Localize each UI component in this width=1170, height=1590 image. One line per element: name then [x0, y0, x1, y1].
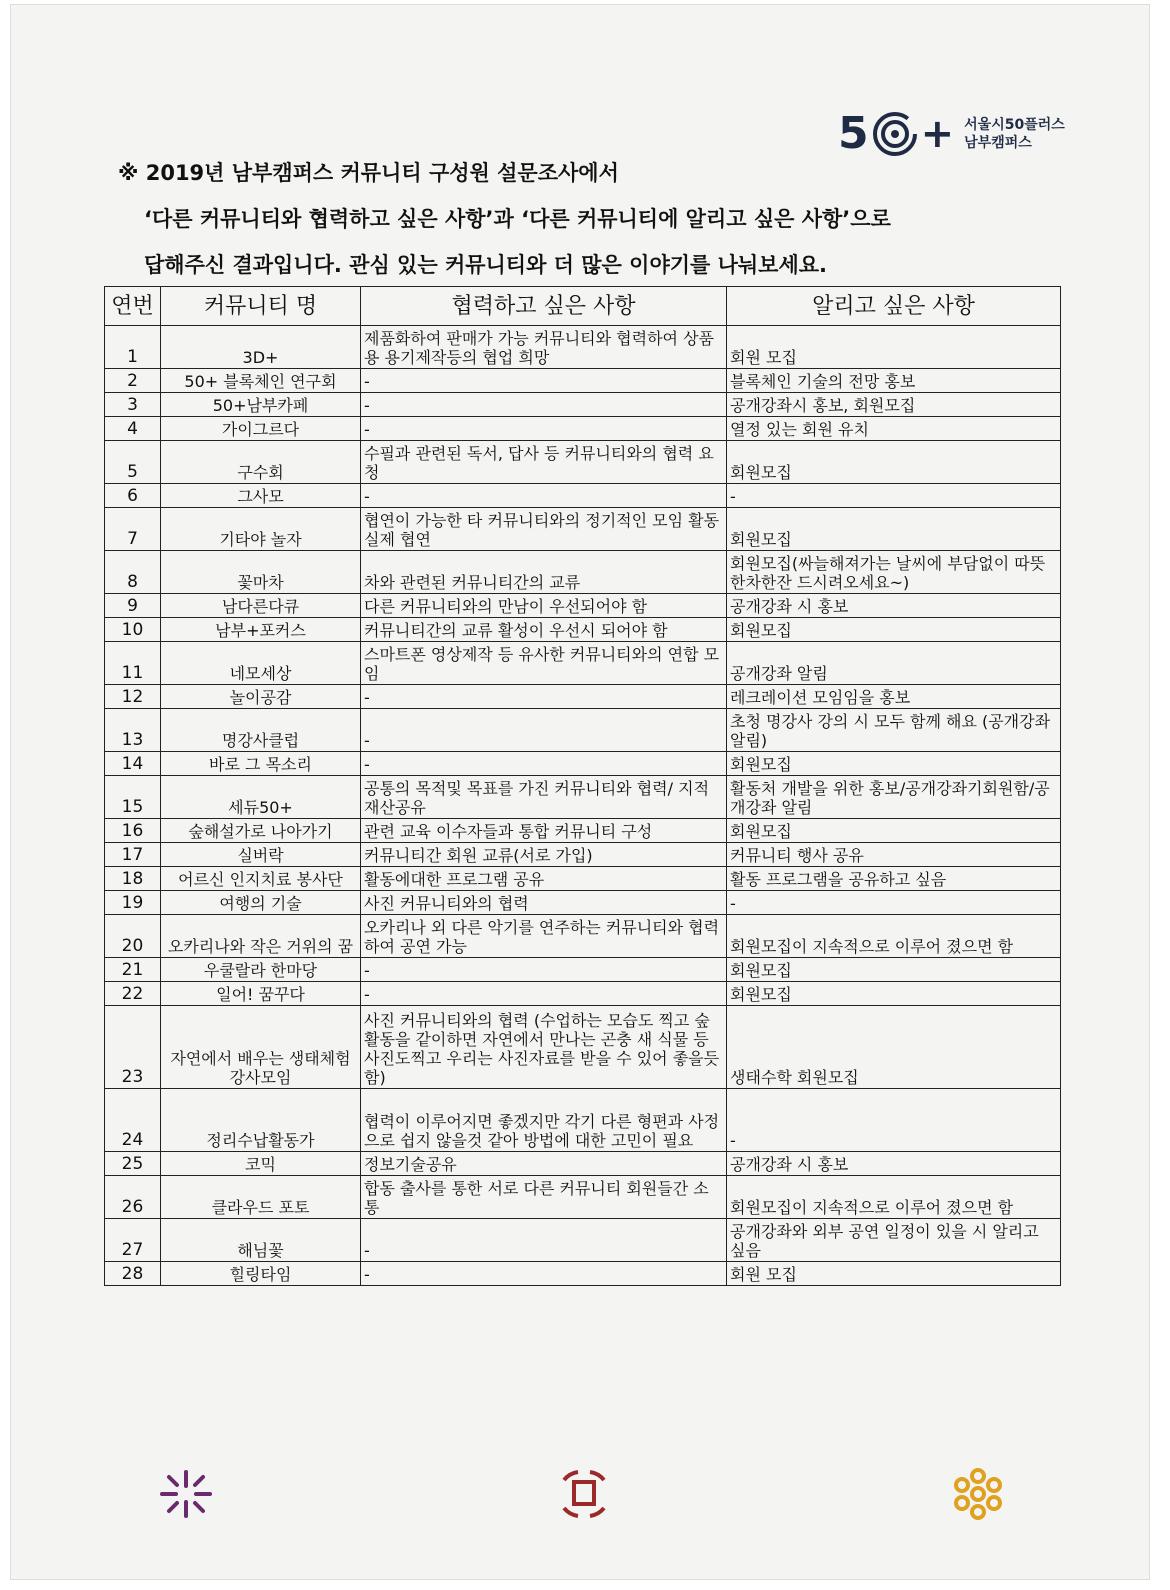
table-row: [105, 1089, 1061, 1152]
row-number: 26: [105, 1176, 161, 1219]
row-number: 15: [105, 776, 161, 819]
row-number: 16: [105, 819, 161, 843]
cooperation-text: 커뮤니티간의 교류 활성이 우선시 되어야 함: [361, 618, 727, 642]
community-name: 남다른다큐: [161, 594, 361, 618]
community-name: 정리수납활동가: [161, 1089, 361, 1152]
table-row: [105, 1176, 1061, 1219]
notice-text: 회원모집: [727, 752, 1061, 776]
row-number: 21: [105, 958, 161, 982]
table-header-row: [105, 287, 1061, 326]
community-name: 숲해설가로 나아가기: [161, 819, 361, 843]
notice-text: 활동처 개발을 위한 홍보/공개강좌기회원함/공개강좌 알림: [727, 776, 1061, 819]
row-number: 13: [105, 709, 161, 752]
table-row: [105, 1006, 1061, 1089]
row-number: 24: [105, 1089, 161, 1152]
cooperation-text: -: [361, 752, 727, 776]
row-number: 19: [105, 891, 161, 915]
row-number: 6: [105, 484, 161, 508]
cooperation-text: -: [361, 484, 727, 508]
table-row: [105, 776, 1061, 819]
notice-text: -: [727, 891, 1061, 915]
row-number: 14: [105, 752, 161, 776]
notice-text: 생태수학 회원모집: [727, 1006, 1061, 1089]
cooperation-text: -: [361, 393, 727, 417]
row-number: 23: [105, 1006, 161, 1089]
notice-text: 회원모집: [727, 819, 1061, 843]
table-row: [105, 393, 1061, 417]
table-row: [105, 819, 1061, 843]
row-number: 7: [105, 508, 161, 551]
row-number: 10: [105, 618, 161, 642]
community-name: 꽃마차: [161, 551, 361, 594]
table-row: [105, 1219, 1061, 1262]
community-name: 세듀50+: [161, 776, 361, 819]
notice-text: 회원 모집: [727, 1262, 1061, 1286]
community-name: 해님꽃: [161, 1219, 361, 1262]
community-name: 명강사클럽: [161, 709, 361, 752]
notice-text: 회원모집이 지속적으로 이루어 졌으면 함: [727, 1176, 1061, 1219]
cooperation-text: -: [361, 369, 727, 393]
cooperation-text: 커뮤니티간 회원 교류(서로 가입): [361, 843, 727, 867]
table-row: [105, 982, 1061, 1006]
intro-line-2: ‘다른 커뮤니티와 협력하고 싶은 사항’과 ‘다른 커뮤니티에 알리고 싶은 사항’으로: [144, 207, 891, 231]
notice-text: 회원모집: [727, 441, 1061, 484]
cooperation-text: 협력이 이루어지면 좋겠지만 각기 다른 형편과 사정으로 쉽지 않을것 같아 방법에 대한 고민이 필요: [361, 1089, 727, 1152]
row-number: 22: [105, 982, 161, 1006]
cooperation-text: -: [361, 982, 727, 1006]
notice-text: 커뮤니티 행사 공유: [727, 843, 1061, 867]
table-row: [105, 1152, 1061, 1176]
community-name: 구수회: [161, 441, 361, 484]
community-name: 남부+포커스: [161, 618, 361, 642]
intro-line-3: 답해주신 결과입니다. 관심 있는 커뮤니티와 더 많은 이야기를 나눠보세요.: [144, 253, 828, 277]
table-row: [105, 685, 1061, 709]
logo-text: [964, 116, 1065, 152]
table-row: [105, 1262, 1061, 1286]
community-name: 50+ 블록체인 연구회: [161, 369, 361, 393]
notice-text: 공개강좌와 외부 공연 일정이 있을 시 알리고 싶음: [727, 1219, 1061, 1262]
row-number: 25: [105, 1152, 161, 1176]
community-name: 우쿨랄라 한마당: [161, 958, 361, 982]
cooperation-text: 협연이 가능한 타 커뮤니티와의 정기적인 모임 활동 실제 협연: [361, 508, 727, 551]
notice-text: -: [727, 1089, 1061, 1152]
table-row: [105, 551, 1061, 594]
row-number: 2: [105, 369, 161, 393]
table-row: [105, 484, 1061, 508]
row-number: 27: [105, 1219, 161, 1262]
notice-text: 회원모집: [727, 958, 1061, 982]
notice-text: 블록체인 기술의 전망 홍보: [727, 369, 1061, 393]
header-cooperation: 협력하고 싶은 사항: [361, 287, 727, 326]
cooperation-text: 합동 출사를 통한 서로 다른 커뮤니티 회원들간 소통: [361, 1176, 727, 1219]
cooperation-text: 사진 커뮤니티와의 협력: [361, 891, 727, 915]
sparkle-icon: [156, 1466, 216, 1522]
logo-number: 5: [838, 108, 869, 159]
community-name: 50+남부카페: [161, 393, 361, 417]
notice-text: 회원모집이 지속적으로 이루어 졌으면 함: [727, 915, 1061, 958]
cooperation-text: -: [361, 1219, 727, 1262]
row-number: 8: [105, 551, 161, 594]
table-row: [105, 326, 1061, 369]
row-number: 1: [105, 326, 161, 369]
row-number: 12: [105, 685, 161, 709]
community-name: 바로 그 목소리: [161, 752, 361, 776]
cooperation-text: -: [361, 1262, 727, 1286]
flower-icon: [946, 1466, 1010, 1522]
community-name: 여행의 기술: [161, 891, 361, 915]
row-number: 18: [105, 867, 161, 891]
notice-text: 초청 명강사 강의 시 모두 함께 해요 (공개강좌 알림): [727, 709, 1061, 752]
header-notice: 알리고 싶은 사항: [727, 287, 1061, 326]
table-row: [105, 594, 1061, 618]
community-name: 기타야 놀자: [161, 508, 361, 551]
notice-text: 공개강좌시 홍보, 회원모집: [727, 393, 1061, 417]
table-row: [105, 417, 1061, 441]
notice-text: 레크레이션 모임임을 홍보: [727, 685, 1061, 709]
logo-plus: +: [920, 111, 955, 157]
table-row: [105, 915, 1061, 958]
community-name: 3D+: [161, 326, 361, 369]
cooperation-text: -: [361, 417, 727, 441]
community-name: 클라우드 포토: [161, 1176, 361, 1219]
table-row: [105, 709, 1061, 752]
notice-text: 회원모집: [727, 618, 1061, 642]
notice-text: 활동 프로그램을 공유하고 싶음: [727, 867, 1061, 891]
community-name: 그사모: [161, 484, 361, 508]
notice-text: 회원 모집: [727, 326, 1061, 369]
notice-text: 공개강좌 알림: [727, 642, 1061, 685]
seal-icon: [554, 1466, 614, 1522]
community-name: 오카리나와 작은 거위의 꿈: [161, 915, 361, 958]
row-number: 20: [105, 915, 161, 958]
table-row: [105, 891, 1061, 915]
community-name: 가이그르다: [161, 417, 361, 441]
community-name: 일어! 꿈꾸다: [161, 982, 361, 1006]
row-number: 17: [105, 843, 161, 867]
intro-line-1: ※ 2019년 남부캠퍼스 커뮤니티 구성원 설문조사에서: [118, 161, 619, 185]
notice-text: 공개강좌 시 홍보: [727, 1152, 1061, 1176]
row-number: 4: [105, 417, 161, 441]
logo-text-line2: 남부캠퍼스: [964, 135, 1032, 151]
cooperation-text: 오카리나 외 다른 악기를 연주하는 커뮤니티와 협력하여 공연 가능: [361, 915, 727, 958]
table-body: [105, 326, 1061, 1286]
header-number: 연번: [105, 287, 161, 326]
table-row: [105, 369, 1061, 393]
header-community-name: 커뮤니티 명: [161, 287, 361, 326]
row-number: 11: [105, 642, 161, 685]
table-row: [105, 752, 1061, 776]
notice-text: 열정 있는 회원 유치: [727, 417, 1061, 441]
table-row: [105, 618, 1061, 642]
row-number: 28: [105, 1262, 161, 1286]
table-row: [105, 958, 1061, 982]
cooperation-text: 사진 커뮤니티와의 협력 (수업하는 모습도 찍고 숲활동을 같이하면 자연에서 만나는 곤충 새 식물 등 사진도찍고 우리는 사진자료를 받을 수 있어 좋을듯 함): [361, 1006, 727, 1089]
cooperation-text: 스마트폰 영상제작 등 유사한 커뮤니티와의 연합 모임: [361, 642, 727, 685]
cooperation-text: 활동에대한 프로그램 공유: [361, 867, 727, 891]
cooperation-text: 수필과 관련된 독서, 답사 등 커뮤니티와의 협력 요청: [361, 441, 727, 484]
notice-text: 회원모집(싸늘해져가는 날씨에 부담없이 따뜻한차한잔 드시려오세요~): [727, 551, 1061, 594]
table-row: [105, 642, 1061, 685]
cooperation-text: -: [361, 958, 727, 982]
community-name: 코믹: [161, 1152, 361, 1176]
community-name: 자연에서 배우는 생태체험 강사모임: [161, 1006, 361, 1089]
cooperation-text: 제품화하여 판매가 가능 커뮤니티와 협력하여 상품용 용기제작등의 협업 희망: [361, 326, 727, 369]
table-row: [105, 843, 1061, 867]
community-name: 네모세상: [161, 642, 361, 685]
survey-table: [104, 286, 1061, 1286]
table-row: [105, 508, 1061, 551]
cooperation-text: 다른 커뮤니티와의 만남이 우선되어야 함: [361, 594, 727, 618]
community-name: 어르신 인지치료 봉사단: [161, 867, 361, 891]
cooperation-text: 공통의 목적및 목표를 가진 커뮤니티와 협력/ 지적재산공유: [361, 776, 727, 819]
cooperation-text: 관련 교육 이수자들과 통합 커뮤니티 구성: [361, 819, 727, 843]
notice-text: 공개강좌 시 홍보: [727, 594, 1061, 618]
cooperation-text: -: [361, 709, 727, 752]
cooperation-text: -: [361, 685, 727, 709]
cooperation-text: 정보기술공유: [361, 1152, 727, 1176]
community-name: 힐링타임: [161, 1262, 361, 1286]
community-name: 놀이공감: [161, 685, 361, 709]
row-number: 9: [105, 594, 161, 618]
notice-text: 회원모집: [727, 508, 1061, 551]
intro-text: [118, 150, 998, 288]
table-row: [105, 441, 1061, 484]
cooperation-text: 차와 관련된 커뮤니티간의 교류: [361, 551, 727, 594]
row-number: 5: [105, 441, 161, 484]
community-name: 실버락: [161, 843, 361, 867]
footer-icons: [150, 1466, 1020, 1526]
row-number: 3: [105, 393, 161, 417]
table-row: [105, 867, 1061, 891]
notice-text: -: [727, 484, 1061, 508]
notice-text: 회원모집: [727, 982, 1061, 1006]
logo-text-line1: 서울시50플러스: [964, 117, 1065, 133]
